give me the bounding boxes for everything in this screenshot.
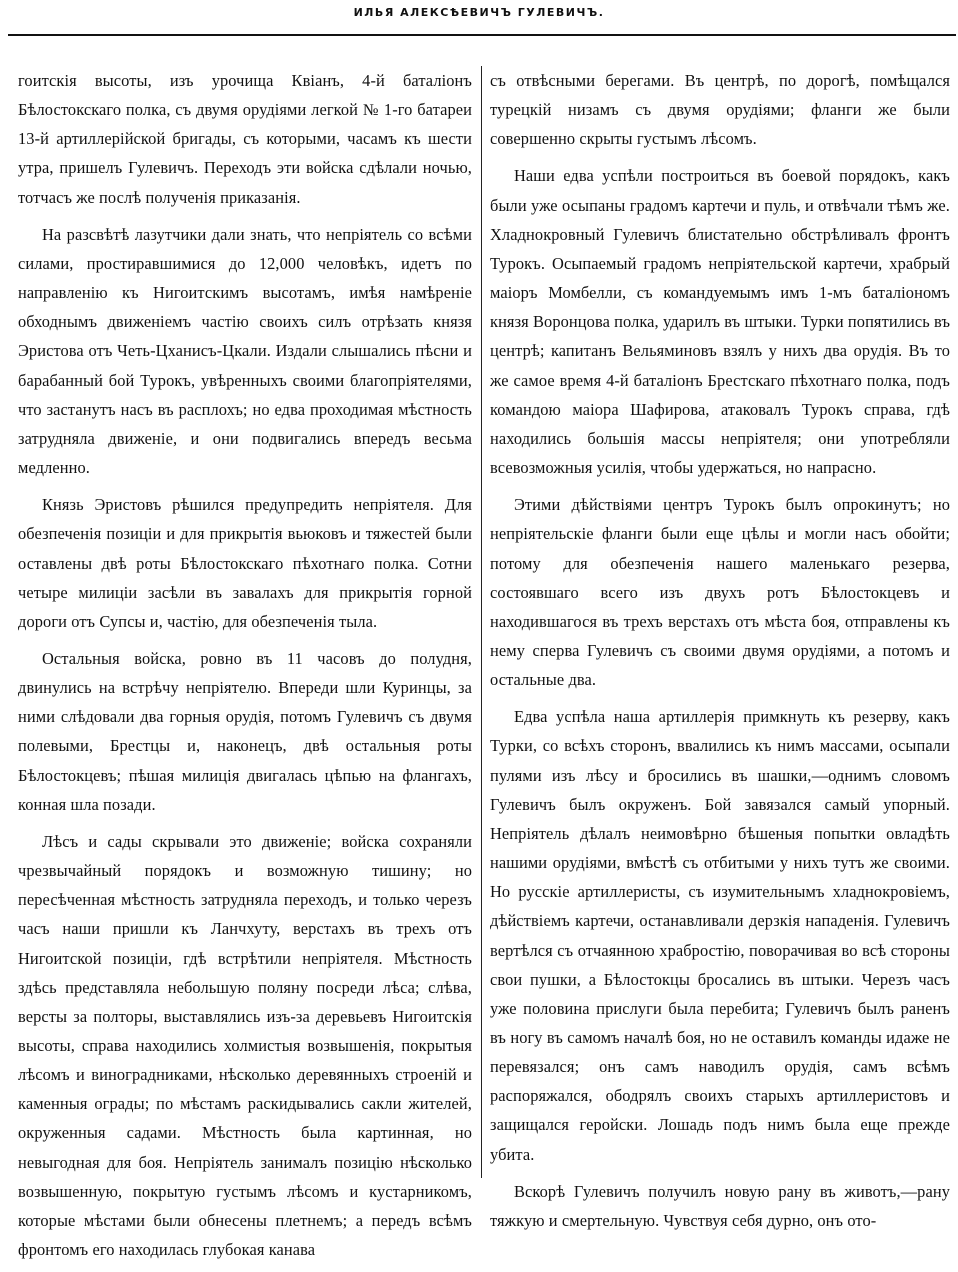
paragraph: Вскорѣ Гулевичъ получилъ новую рану въ животъ,—рану тяжкую и смертельную. Чувствуя себя дурно, онъ ото- (490, 1181, 950, 1230)
paragraph: Этими дѣйствіями центръ Турокъ былъ опрокинутъ; но непріятельскіе фланги были еще цѣлы и могли насъ обойти; потому для обезпеченія нашего маленькаго резерва, состоявшаго всего изъ двухъ ротъ Бѣлостокцевъ и находившагося въ трехъ верстахъ отъ мѣста боя, отправлены къ нему сперва Гулевичъ съ своими двумя орудіями, а потомъ и остальные два. (490, 495, 950, 690)
left-column (18, 66, 472, 1272)
header-rule (8, 34, 956, 36)
paragraph: Остальныя войска, ровно въ 11 часовъ до полудня, двинулись на встрѣчу непріятелю. Впереди шли Куринцы, за ними слѣдовали два горныя орудія, потомъ Гулевичъ съ двумя полевыми, Брестцы и, наконецъ, двѣ остальныя роты Бѣлостокцевъ; пѣшая милиція двигалась цѣпью на флангахъ, конная шла позади. (18, 648, 472, 814)
paragraph: На разсвѣтѣ лазутчики дали знать, что непріятель со всѣми силами, простиравшимися до 12,000 человѣкъ, идетъ по направленію къ Нигоитскимъ высотамъ, имѣя намѣреніе обходнымъ движеніемъ частію своихъ силъ отрѣзать князя Эристова отъ Четь-Цханисъ-Цкали. Издали слышались пѣсни и барабанный бой Турокъ, увѣренныхъ своими благопріятелями, что застанутъ насъ въ расплохъ; но едва проходимая мѣстность затрудняла движеніе, и они подвигались впередъ весьма медленно. (18, 224, 472, 478)
paragraph: Лѣсъ и сады скрывали это движеніе; войска сохраняли чрезвычайный порядокъ и возможную тишину; но пересѣченная мѣстность затрудняла переходъ, и только черезъ часъ наши пришли къ Ланчхуту, верстахъ въ трехъ отъ Нигоитской позиціи, гдѣ встрѣтили непріятеля. Мѣстность здѣсь представляла небольшую поляну посреди лѣса; слѣва, версты за полторы, выставлялись изъ-за деревьевъ Нигоитскія высоты, справа находились холмистыя возвышенія, покрытыя лѣсомъ и виноградниками, нѣсколько деревянныхъ строеній и каменныя ограды; по мѣстамъ раскидывались сакли жителей, окруженныя садами. Мѣстность была картинная, но невыгодная для боя. Непріятель занималъ позицію нѣсколько возвышенную, покрытую густымъ лѣсомъ и кустарникомъ, которые мѣстами были обнесены плетнемъ; а передъ всѣмъ фронтомъ его находилась глубокая канава (18, 831, 472, 1260)
paragraph: Едва успѣла наша артиллерія примкнуть къ резерву, какъ Турки, со всѣхъ сторонъ, ввалились къ нимъ массами, осыпали пулями изъ лѣсу и бросились въ шашки,—однимъ словомъ Гулевичъ былъ окруженъ. Бой завязался самый упорный. Непріятель дѣлалъ неимовѣрно бѣшеныя попытки овладѣть нашими орудіями, вмѣстѣ съ отбитыми у нихъ тутъ же своими. Но русскіе артиллеристы, съ изумительнымъ хладнокровіемъ, дѣйствіемъ картечи, останавливали дерзкія нападенія. Гулевичъ вертѣлся съ отчаянною храбростію, поворачивая во всѣ стороны свои пушки, а Бѣлостокцы бросались въ штыки. Черезъ часъ уже половина прислуги была перебита; Гулевичъ былъ раненъ въ ногу въ самомъ началѣ боя, но не оставилъ команды идаже не перевязался; онъ самъ наводилъ орудія, самъ всѣмъ распоряжался, ободрялъ своихъ старыхъ артиллеристовъ и защищался геройски. Лошадь подъ нимъ была еще прежде убита. (490, 707, 950, 1164)
column-divider (481, 66, 482, 1178)
right-column (490, 66, 950, 1243)
running-title: ИЛЬЯ АЛЕКСѢЕВИЧЪ ГУЛЕВИЧЪ. (353, 6, 605, 19)
paragraph: Наши едва успѣли построиться въ боевой порядокъ, какъ были уже осыпаны градомъ картечи и пуль, и отвѣчали тѣмъ же. Хладнокровный Гулевичъ блистательно обстрѣливалъ фронтъ Турокъ. Осыпаемый градомъ непріятельской картечи, храбрый маіоръ Момбелли, съ командуемымъ имъ 1-мъ баталіономъ князя Воронцова полка, ударилъ въ штыки. Турки попятились въ центрѣ; капитанъ Вельяминовъ взялъ у нихъ два орудія. Въ то же самое время 4-й баталіонъ Брестскаго пѣхотнаго полка, подъ командою маіора Шафирова, атаковалъ Турокъ справа, гдѣ находились большія массы непріятеля; они употребляли всевозможныя усилія, чтобы удержаться, но напрасно. (490, 166, 951, 478)
paragraph: гоитскія высоты, изъ урочища Квіанъ, 4-й баталіонъ Бѣлостокскаго полка, съ двумя орудіями легкой № 1-го батареи 13-й артиллерійской бригады, съ которыми, часамъ къ шести утра, пришелъ Гулевичъ. Переходъ эти войска сдѣлали ночью, тотчасъ же послѣ полученія приказанія. (18, 71, 472, 207)
paragraph: Князь Эристовъ рѣшился предупредить непріятеля. Для обезпеченія позиціи и для прикрытія вьюковъ и тяжестей были оставлены двѣ роты Бѣлостокскаго пѣхотнаго полка. Сотни четыре милиціи засѣли въ завалахъ для прикрытія горной дороги отъ Супсы и, частію, для обезпеченія тыла. (18, 495, 472, 631)
paragraph: съ отвѣсными берегами. Въ центрѣ, по дорогѣ, помѣщался турецкій низамъ съ двумя орудіями; фланги же были совершенно скрыты густымъ лѣсомъ. (490, 71, 950, 149)
